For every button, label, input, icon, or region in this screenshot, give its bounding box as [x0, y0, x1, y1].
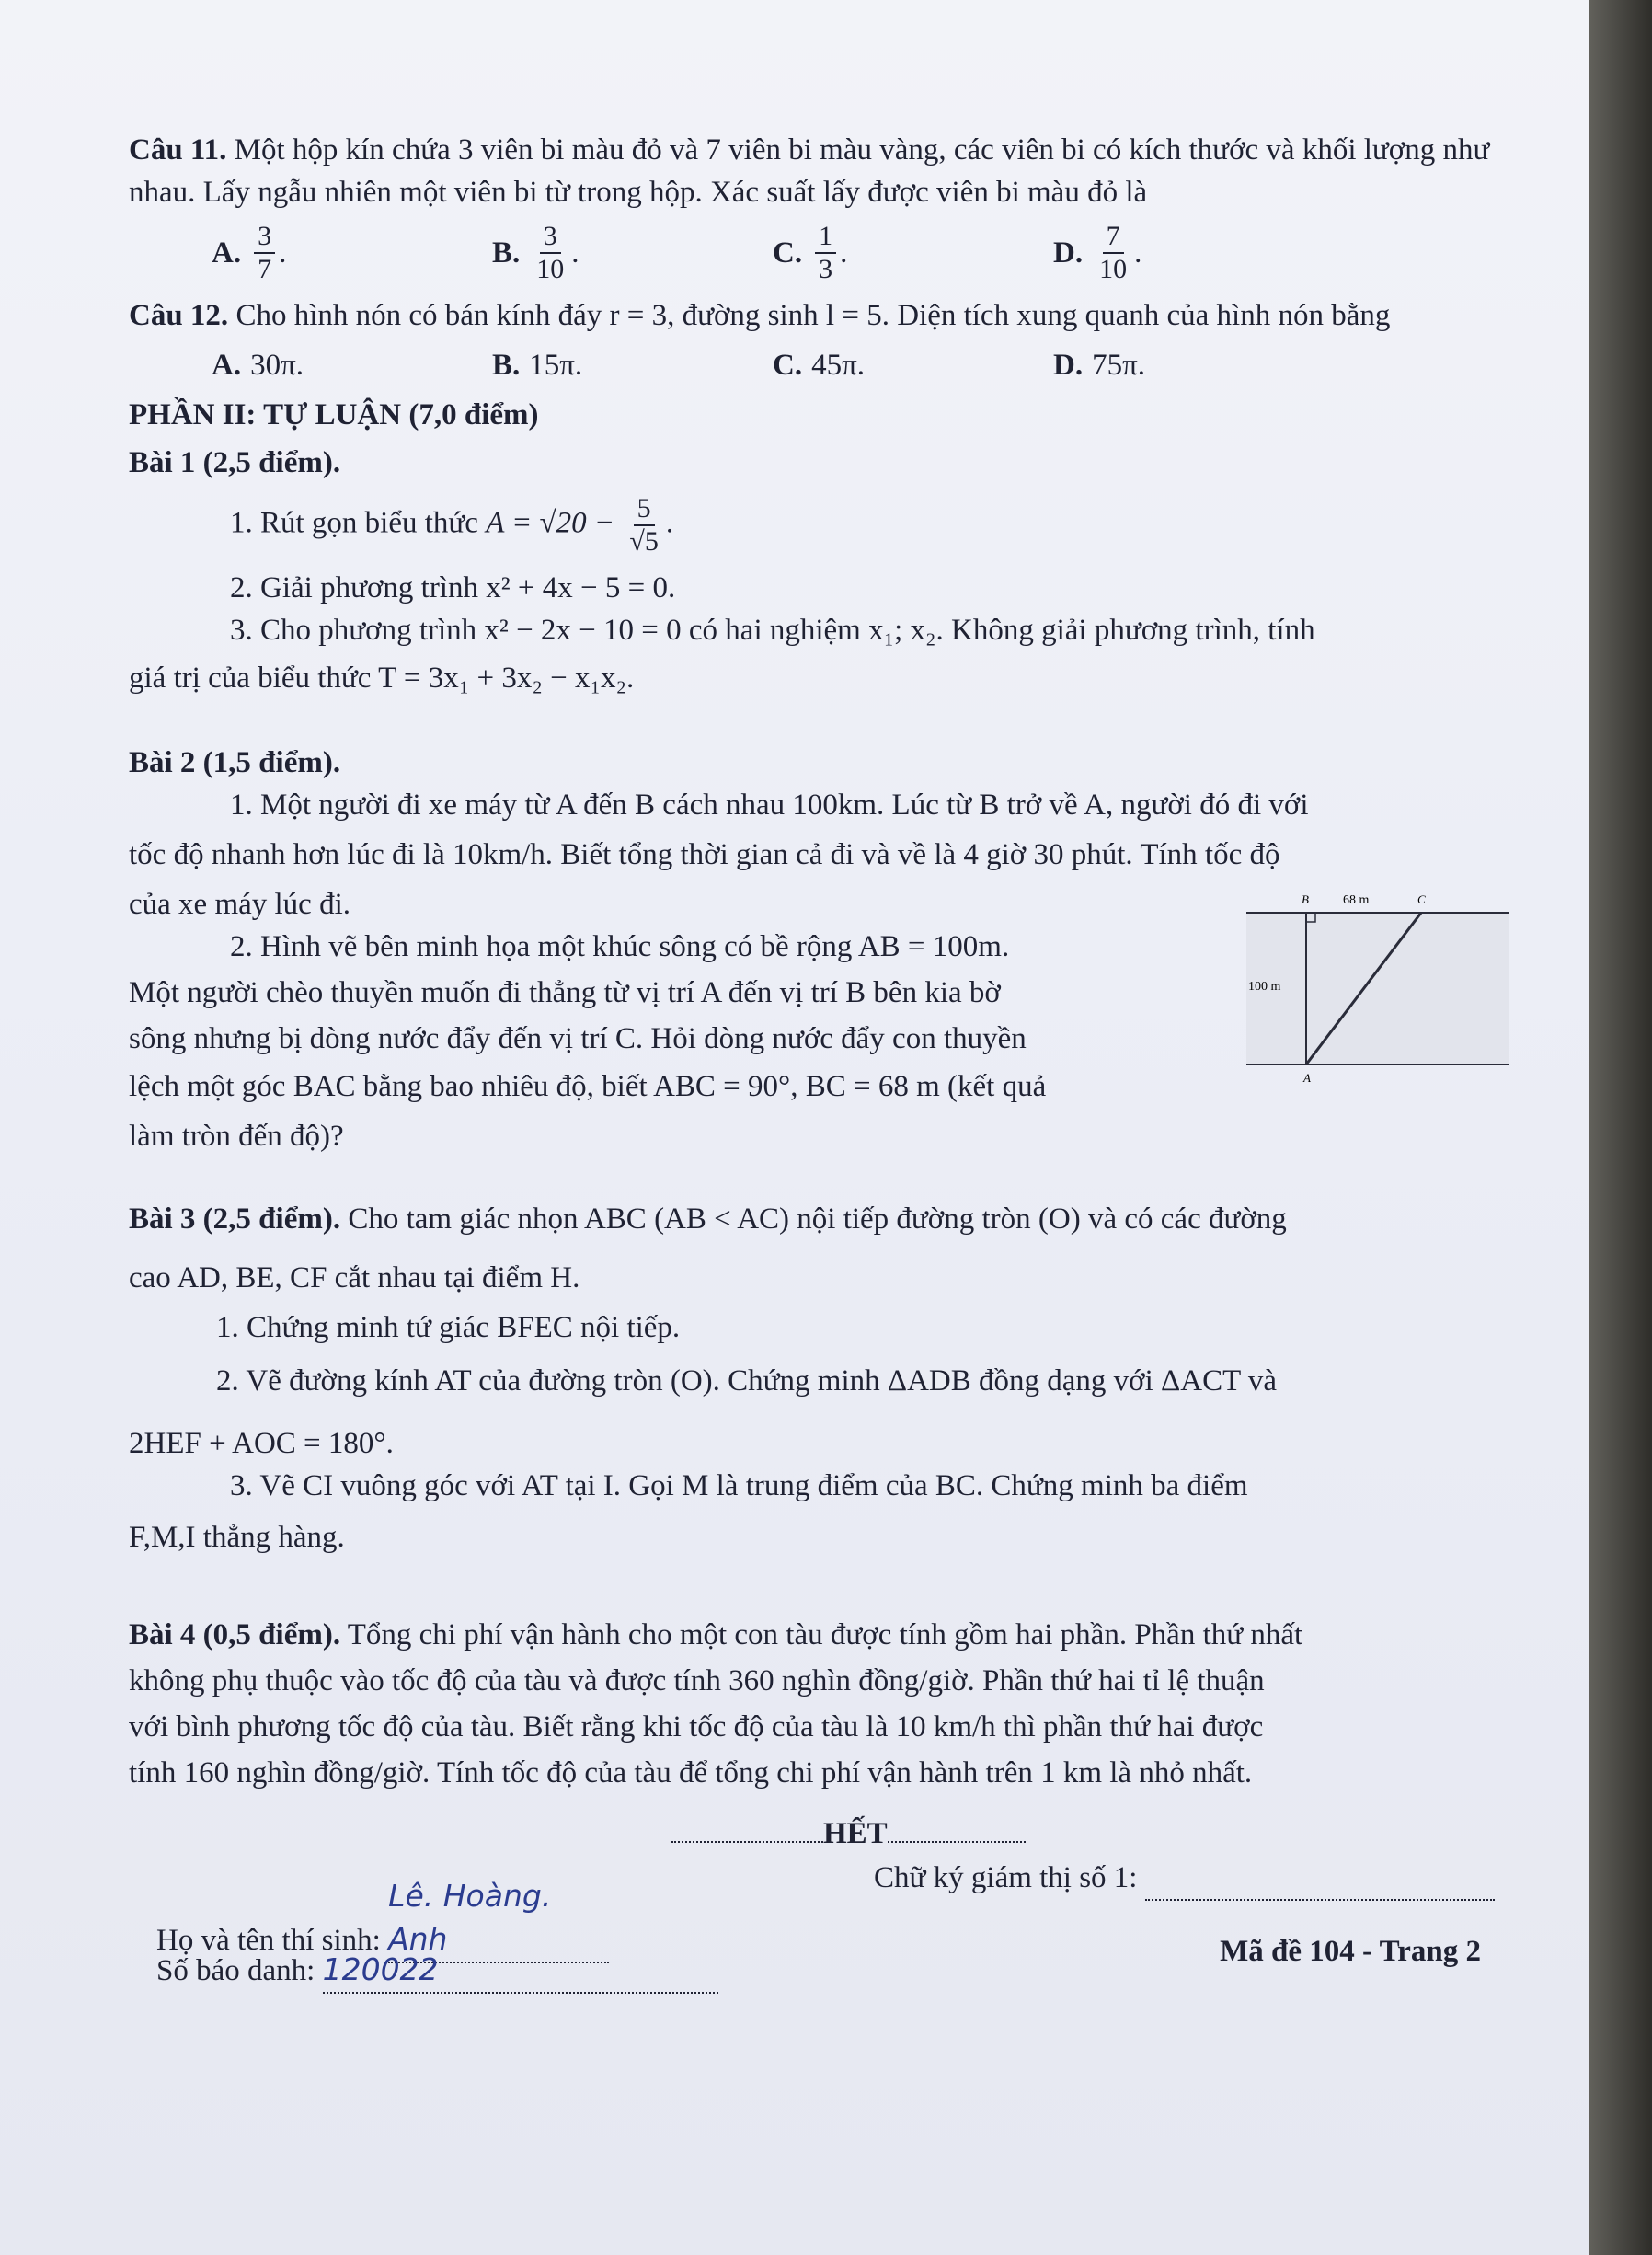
table-background — [1578, 0, 1652, 2255]
part-2-title: PHẦN II: TỰ LUẬN (7,0 điểm) — [129, 398, 539, 431]
problem-3-intro: Cho tam giác nhọn ABC (AB < AC) nội tiếp đường tròn (O) và có các đường — [348, 1202, 1287, 1236]
problem-2-item-2: 2. Hình vẽ bên minh họa một khúc sông có bề rộng AB = 100m. — [230, 930, 1010, 963]
river-area — [1246, 913, 1509, 1064]
question-11 — [129, 129, 1509, 285]
problem-2 — [129, 742, 1509, 1157]
choice-d[interactable]: D. $\frac{7}{10}$ . — [1053, 221, 1142, 284]
candidate-name-label: Họ và tên thí sinh: — [156, 1924, 381, 1957]
candidate-number-label: Số báo danh: — [156, 1954, 315, 1987]
fraction: $\frac{1}{3}$ — [815, 221, 836, 285]
problem-3-intro-cont: cao AD, BE, CF cắt nhau tại điểm H. — [129, 1261, 580, 1294]
fraction: $\frac{3}{10}$ — [536, 221, 565, 284]
problem-2-item-2-line2: Một người chèo thuyền muốn đi thẳng từ vị trí A đến vị trí B bên kia bờ — [129, 976, 1001, 1009]
exam-footer — [129, 1812, 1509, 2052]
problem-4-line-4: tính 160 nghìn đồng/giờ. Tính tốc độ của tàu để tổng chi phí vận hành trên 1 km là nhỏ nhất. — [129, 1756, 1253, 1789]
problem-1-item-1: 1. Rút gọn biểu thức A = √20 − $\frac{5}{√5}$ . — [230, 493, 674, 557]
problem-3-item-3-cont: F,M,I thẳng hàng. — [129, 1521, 345, 1554]
problem-2-item-2-line4: lệch một góc BAC bằng bao nhiêu độ, biết ABC = 90°, BC = 68 m (kết quả — [129, 1070, 1047, 1103]
question-12-label: Câu 12. — [129, 299, 229, 332]
problem-1-item-3: 3. Cho phương trình x² − 2x − 10 = 0 có hai nghiệm x₁; x₂. Không giải phương trình, tính — [230, 614, 1315, 647]
candidate-name-handwriting: Lê. Hoàng. Anh — [388, 1878, 552, 1957]
problem-2-item-1-end: của xe máy lúc đi. — [129, 888, 350, 921]
candidate-number-field[interactable] — [323, 1949, 718, 1994]
label-bc: 68 m — [1343, 893, 1370, 907]
problem-2-item-2-line3: sông nhưng bị dòng nước đẩy đến vị trí C. Hỏi dòng nước đẩy con thuyền — [129, 1022, 1027, 1055]
choice-d[interactable]: D. 75π. — [1053, 349, 1146, 382]
problem-4-title: Bài 4 (0,5 điểm). — [129, 1618, 341, 1651]
problem-4-line-2: không phụ thuộc vào tốc độ của tàu và được tính 360 nghìn đồng/giờ. Phần thứ hai tỉ lệ thuận — [129, 1664, 1265, 1697]
exam-code: Mã đề 104 - Trang 2 — [1220, 1935, 1481, 1968]
problem-3-item-2-cont: 2HEF + AOC = 180°. — [129, 1427, 394, 1460]
candidate-number-row — [156, 1949, 718, 1994]
question-11-label: Câu 11. — [129, 133, 227, 167]
label-b: B — [1302, 892, 1309, 906]
label-c: C — [1417, 892, 1426, 906]
choice-a[interactable]: A. 30π. — [212, 349, 304, 382]
problem-2-item-2-line5: làm tròn đến độ)? — [129, 1120, 344, 1153]
choice-b[interactable]: B. 15π. — [492, 349, 583, 382]
question-11-choices — [212, 221, 1509, 285]
page-content — [129, 129, 1509, 2052]
problem-1-title: Bài 1 (2,5 điểm). — [129, 446, 341, 479]
problem-4 — [129, 1614, 1509, 1794]
label-ab: 100 m — [1248, 980, 1281, 994]
choice-a[interactable]: A. $\frac{3}{7}$ . — [212, 221, 287, 284]
problem-2-item-1: 1. Một người đi xe máy từ A đến B cách nhau 100km. Lúc từ B trở về A, người đó đi với — [230, 788, 1309, 822]
fraction: $\frac{3}{7}$ — [254, 221, 275, 285]
end-marker: HẾT — [671, 1812, 1026, 1855]
fraction: $\frac{5}{√5}$ — [629, 493, 659, 557]
problem-3-title: Bài 3 (2,5 điểm). — [129, 1202, 341, 1236]
proctor-signature-label: Chữ ký giám thị số 1: — [874, 1861, 1138, 1894]
problem-3 — [129, 1198, 1509, 1559]
river-diagram — [1246, 887, 1509, 1094]
proctor-signature-row — [874, 1857, 1495, 1901]
question-12-text: Cho hình nón có bán kính đáy r = 3, đường sinh l = 5. Diện tích xung quanh của hình nón bằng — [235, 299, 1391, 332]
problem-2-title: Bài 2 (1,5 điểm). — [129, 746, 341, 779]
choice-c[interactable]: C. 45π. — [773, 349, 866, 382]
problem-4-line-1: Tổng chi phí vận hành cho một con tàu được tính gồm hai phần. Phần thứ nhất — [347, 1618, 1303, 1651]
choice-c[interactable]: C. $\frac{1}{3}$ . — [773, 221, 848, 284]
problem-3-item-3: 3. Vẽ CI vuông góc với AT tại I. Gọi M là trung điểm của BC. Chứng minh ba điểm — [230, 1469, 1248, 1502]
choice-b[interactable]: B. $\frac{3}{10}$ . — [492, 221, 579, 284]
problem-4-line-3: với bình phương tốc độ của tàu. Biết rằng khi tốc độ của tàu là 10 km/h thì phần thứ hai được — [129, 1710, 1264, 1743]
fraction: $\frac{7}{10}$ — [1099, 221, 1128, 284]
candidate-number-handwriting: 120022 — [322, 1951, 439, 1987]
label-a: A — [1303, 1071, 1311, 1085]
problem-3-item-2: 2. Vẽ đường kính AT của đường tròn (O). Chứng minh ΔADB đồng dạng với ΔACT và — [216, 1364, 1278, 1398]
question-12 — [129, 294, 1509, 386]
proctor-signature-field[interactable] — [1145, 1857, 1495, 1901]
problem-3-item-1: 1. Chứng minh tứ giác BFEC nội tiếp. — [216, 1311, 681, 1344]
problem-2-item-1-cont: tốc độ nhanh hơn lúc đi là 10km/h. Biết tổng thời gian cả đi và về là 4 giờ 30 phút. Tính tốc độ — [129, 838, 1280, 871]
question-12-choices — [212, 344, 1509, 386]
question-11-text: Một hộp kín chứa 3 viên bi màu đỏ và 7 viên bi màu vàng, các viên bi có kích thước và khối lượng như nhau. Lấy ngẫu nhiên một viên bi từ trong hộp. Xác suất lấy được viên bi màu đỏ là — [129, 133, 1490, 209]
problem-1-item-3-cont: giá trị của biểu thức T = 3x₁ + 3x₂ − x₁x₂. — [129, 662, 635, 695]
problem-1-item-2: 2. Giải phương trình x² + 4x − 5 = 0. — [230, 571, 676, 604]
problem-1 — [129, 442, 1509, 699]
